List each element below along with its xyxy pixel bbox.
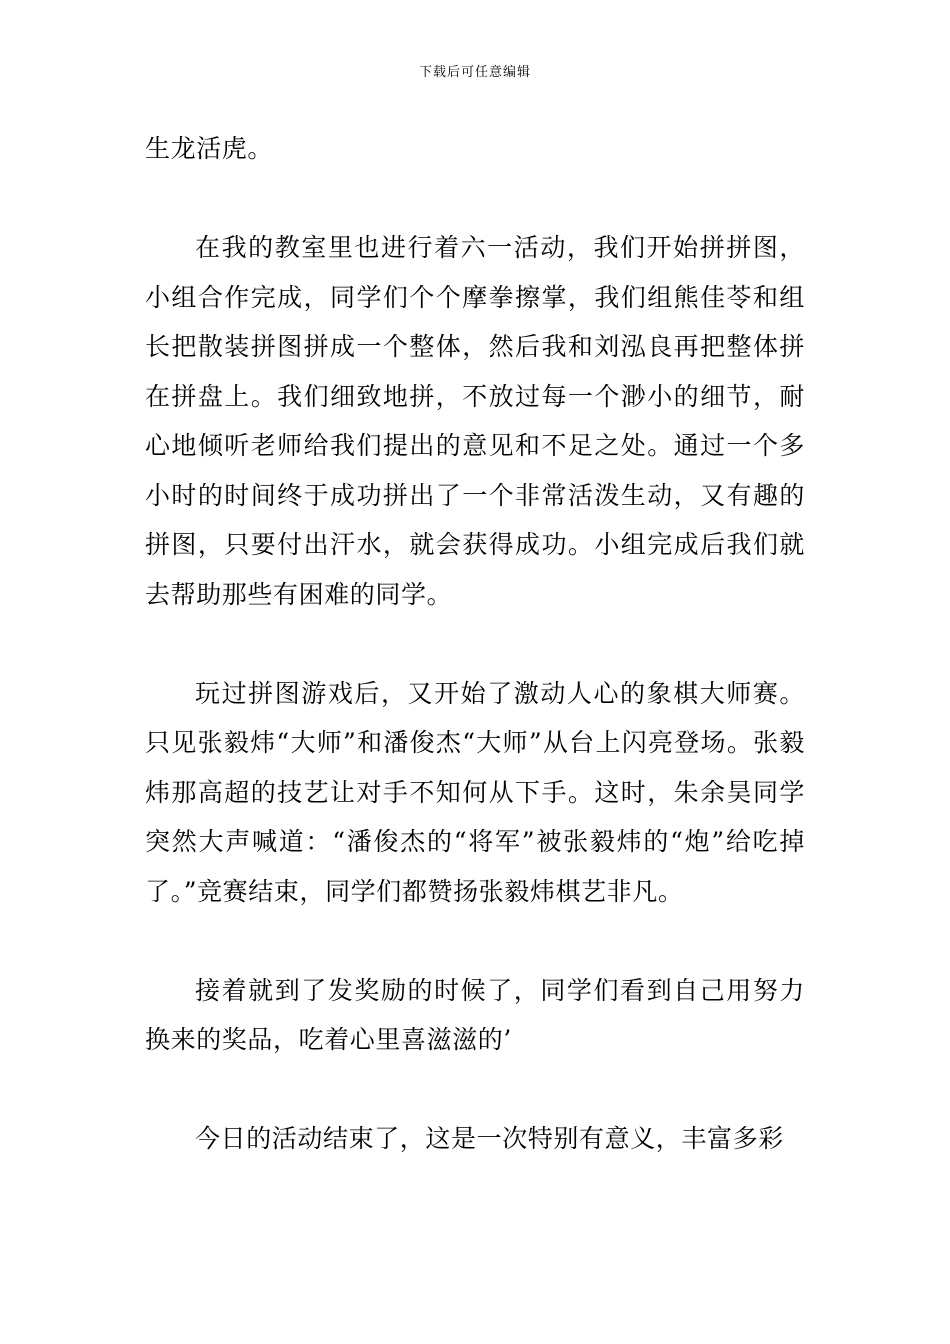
paragraph-gap bbox=[145, 174, 805, 224]
paragraph-1: 生龙活虎。 bbox=[145, 134, 274, 163]
paragraph-4: 接着就到了发奖励的时候了，同学们看到自己用努力换来的奖品，吃着心里喜滋滋的’ bbox=[145, 975, 805, 1054]
paragraph-5: 今日的活动结束了，这是一次特别有意义，丰富多彩 bbox=[195, 1124, 784, 1153]
paragraph-gap bbox=[145, 1065, 805, 1115]
paragraph-gap bbox=[145, 916, 805, 966]
document-body bbox=[145, 124, 805, 1164]
paragraph-2: 在我的教室里也进行着六一活动，我们开始拼拼图，小组合作完成，同学们个个摩拳擦掌，我们组熊佳苓和组长把散装拼图拼成一个整体，然后我和刘泓良再把整体拼在拼盘上。我们细致地拼，不放过每一个渺小的细节，耐心地倾听老师给我们提出的意见和不足之处。通过一个多小时的时间终于成功拼出了一个非常活泼生动，又有趣的拼图，只要付出汗水，就会获得成功。小组完成后我们就去帮助那些有困难的同学。 bbox=[145, 233, 805, 609]
paragraph-gap bbox=[145, 619, 805, 669]
page-header: 下载后可任意编辑 bbox=[418, 65, 531, 80]
paragraph-3: 玩过拼图游戏后，又开始了激动人心的象棋大师赛。只见张毅炜“大师”和潘俊杰“大师”从台上闪亮登场。张毅炜那高超的技艺让对手不知何从下手。这时，朱余昊同学突然大声喊道：“潘俊杰的“将军”被张毅炜的“炮”给吃掉了。”竞赛结束，同学们都赞扬张毅炜棋艺非凡。 bbox=[145, 678, 805, 906]
